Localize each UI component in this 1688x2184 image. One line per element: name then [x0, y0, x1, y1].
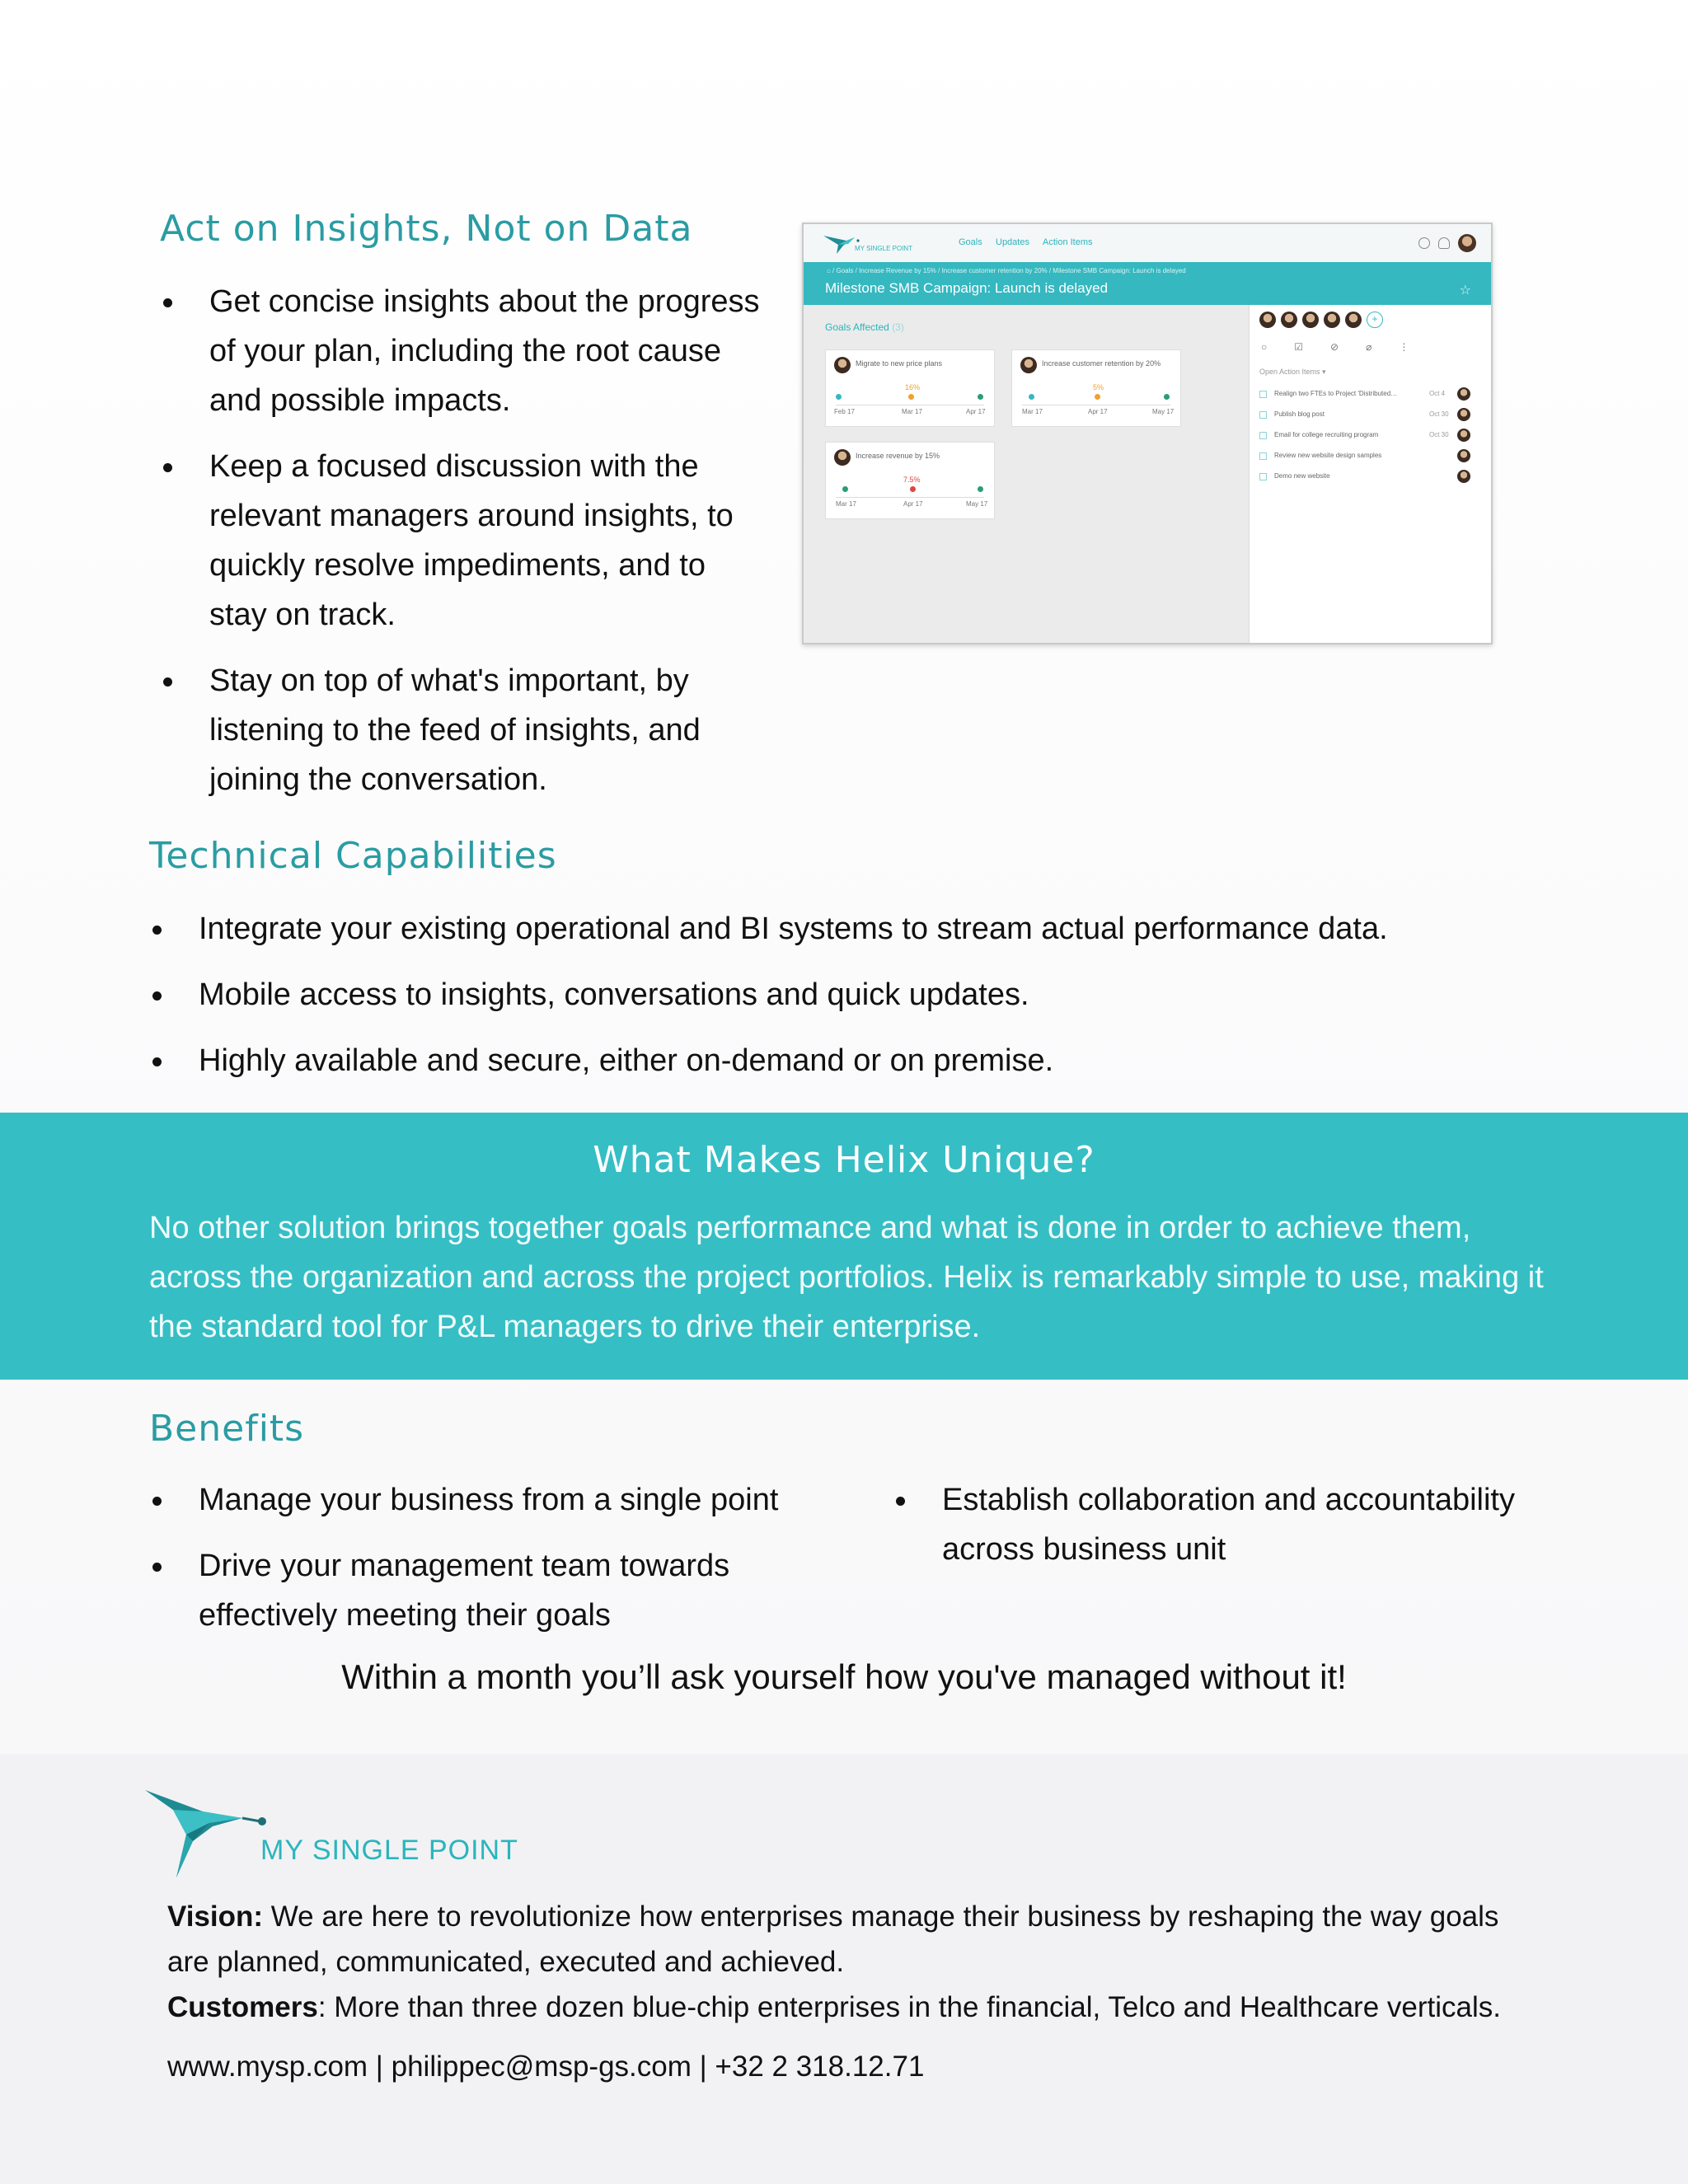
milestone-title: Milestone SMB Campaign: Launch is delayed	[825, 280, 1109, 296]
participants	[1259, 312, 1383, 328]
milestone-icon[interactable]: ⊘	[1330, 341, 1339, 353]
avatar	[1457, 470, 1470, 483]
tagline: Within a month you’ll ask yourself how you've managed without it!	[341, 1657, 1347, 1696]
brand-name: MY SINGLE POINT	[260, 1835, 518, 1866]
goals-affected-label: Goals Affected (3)	[825, 321, 904, 333]
list-item: Manage your business from a single point	[149, 1475, 825, 1525]
action-item[interactable]: Review new website design samples	[1259, 449, 1475, 466]
benefits-list-left	[149, 1475, 825, 1657]
hummingbird-logo-icon	[145, 1785, 269, 1884]
milestone-banner	[804, 262, 1491, 305]
list-item: Keep a focused discussion with the relevant managers around insights, to quickly resolve impediments, and to stay on track.	[160, 442, 770, 640]
checklist-icon[interactable]: ☑	[1294, 341, 1304, 353]
avatar	[1302, 312, 1319, 328]
avatar	[834, 449, 851, 466]
action-item[interactable]: Publish blog post Oct 30	[1259, 408, 1475, 424]
nav-action-items[interactable]: Action Items	[1043, 237, 1093, 247]
unique-title: What Makes Helix Unique?	[593, 1139, 1095, 1181]
app-header	[804, 224, 1491, 263]
avatar	[1281, 312, 1297, 328]
avatar	[1345, 312, 1362, 328]
discussion-panel	[1249, 305, 1492, 643]
avatar	[1259, 312, 1276, 328]
avatar	[1457, 387, 1470, 401]
avatar	[1457, 429, 1470, 442]
comment-icon[interactable]: ○	[1261, 341, 1268, 353]
goal-card[interactable]: Increase revenue by 15% 7.5% Mar 17 Apr 17 May 17	[825, 442, 995, 519]
action-item[interactable]: Email for college recruiting program Oct 30	[1259, 429, 1475, 445]
open-action-items-label[interactable]: Open Action Items ▾	[1259, 368, 1326, 376]
unique-text: No other solution brings together goals performance and what is done in order to achieve them, across the organization and across the project portfolios. Helix is remarkably simple to use, making it the standard tool for P&L managers to drive their enterprise.	[149, 1211, 1544, 1344]
breadcrumb[interactable]: ⌂ / Goals / Increase Revenue by 15% / Increase customer retention by 20% / Milestone SMB Campaign: Launch is delayed	[827, 267, 1186, 274]
list-item: Highly available and secure, either on-demand or on premise.	[149, 1036, 1600, 1085]
action-item[interactable]: Realign two FTEs to Project 'Distributed… Oct 4	[1259, 387, 1475, 404]
avatar	[1020, 357, 1037, 373]
unique-band	[0, 1113, 1688, 1380]
benefits-title: Benefits	[149, 1408, 305, 1450]
star-icon[interactable]: ☆	[1459, 284, 1471, 298]
app-screenshot	[802, 223, 1493, 644]
nav-goals[interactable]: Goals	[959, 237, 982, 247]
footer-logo	[145, 1785, 518, 1884]
list-item: Drive your management team towards effectively meeting their goals	[149, 1541, 825, 1640]
avatar	[1324, 312, 1340, 328]
bell-icon[interactable]	[1438, 237, 1450, 249]
vision-text: Vision: We are here to revolutionize how enterprises manage their business by reshaping the way goals are planned, communicated, executed and achieved. Customers: More than three dozen blue-chip enterprises in the financial, Telco and Healthcare verticals.	[167, 1900, 1501, 2023]
insights-title: Act on Insights, Not on Data	[160, 208, 693, 250]
search-icon[interactable]	[1418, 237, 1430, 249]
avatar	[834, 357, 851, 373]
avatar	[1457, 449, 1470, 462]
benefits-list-right	[893, 1475, 1568, 1591]
panel-toolbar	[1261, 341, 1409, 353]
more-icon[interactable]: ⋮	[1399, 341, 1409, 353]
hummingbird-logo-icon	[822, 232, 945, 255]
list-item: Integrate your existing operational and BI systems to stream actual performance data.	[149, 904, 1600, 954]
goal-card[interactable]: Migrate to new price plans 16% Feb 17 Mar 17 Apr 17	[825, 349, 995, 427]
list-item: Mobile access to insights, conversations and quick updates.	[149, 970, 1600, 1019]
list-item: Get concise insights about the progress of your plan, including the root cause and possible impacts.	[160, 277, 770, 425]
add-participant-button[interactable]: +	[1367, 312, 1383, 328]
technical-list	[149, 904, 1600, 1102]
avatar	[1457, 408, 1470, 421]
footer	[0, 1754, 1688, 2184]
avatar[interactable]	[1458, 234, 1476, 252]
action-item[interactable]: Demo new website	[1259, 470, 1475, 486]
contact-info[interactable]: www.mysp.com | philippec@msp-gs.com | +32 2 318.12.71	[167, 2050, 925, 2083]
goal-card[interactable]: Increase customer retention by 20% 5% Mar 17 Apr 17 May 17	[1011, 349, 1181, 427]
insights-list	[160, 277, 770, 821]
list-item: Establish collaboration and accountability across business unit	[893, 1475, 1568, 1574]
svg-text:MY SINGLE POINT: MY SINGLE POINT	[855, 245, 913, 252]
list-item: Stay on top of what's important, by listening to the feed of insights, and joining the conversation.	[160, 656, 770, 804]
attachment-icon[interactable]: ⌀	[1366, 341, 1372, 353]
nav-updates[interactable]: Updates	[996, 237, 1029, 247]
technical-title: Technical Capabilities	[149, 835, 557, 877]
